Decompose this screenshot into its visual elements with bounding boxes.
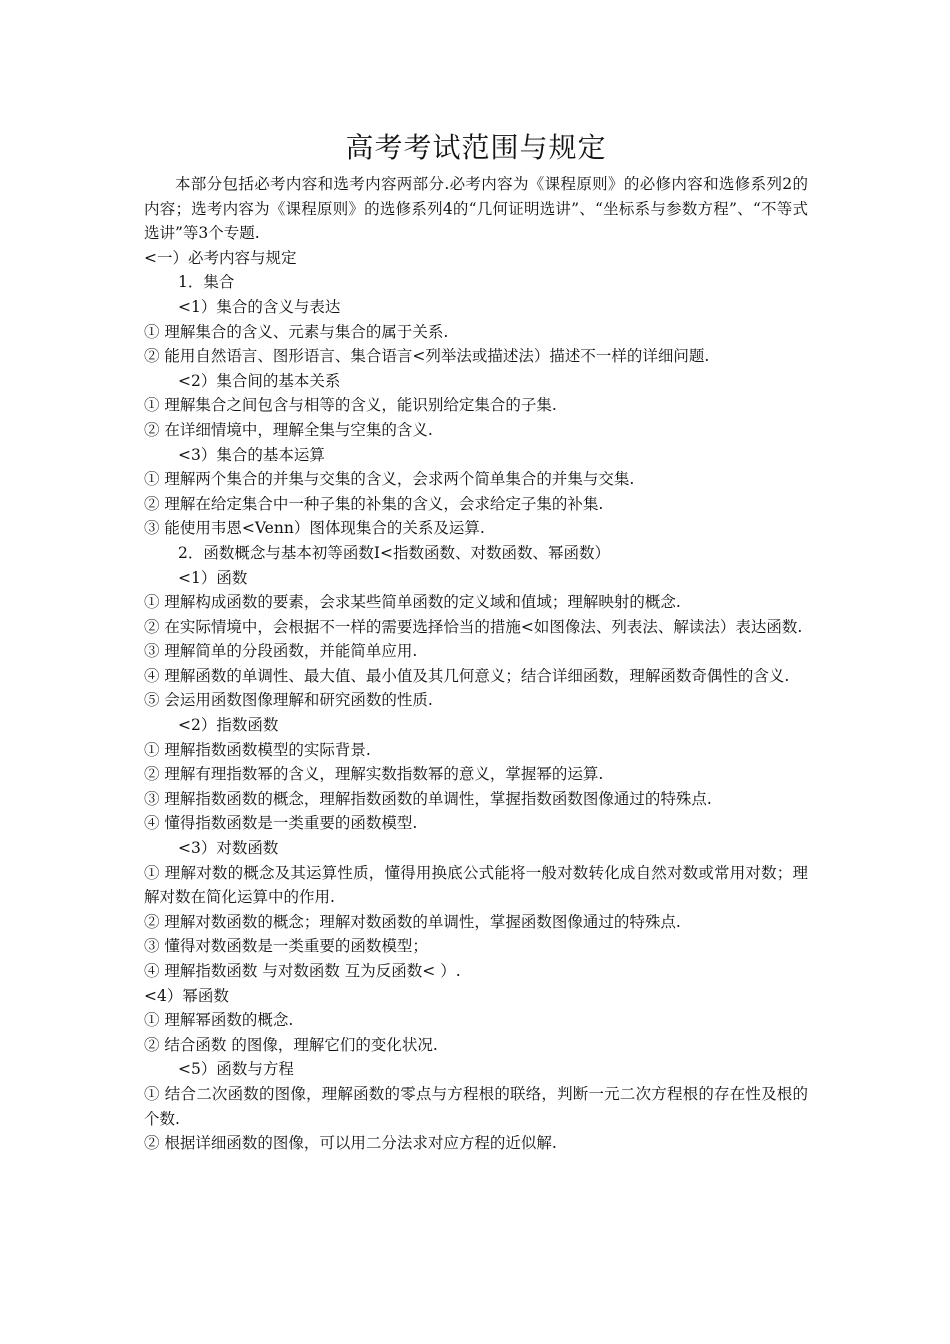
document-body	[144, 130, 808, 1156]
paragraph: ② 理解有理指数幂的含义，理解实数指数幂的意义，掌握幂的运算.	[144, 765, 604, 784]
paragraph: ① 理解幂函数的概念.	[144, 1011, 294, 1030]
paragraph: ③ 能使用韦恩<Venn）图体现集合的关系及运算.	[144, 519, 485, 538]
paragraph: ① 理解构成函数的要素，会求某些简单函数的定义域和值域；理解映射的概念.	[144, 593, 681, 612]
paragraph: ⑤ 会运用函数图像理解和研究函数的性质.	[144, 691, 433, 710]
paragraph: <一）必考内容与规定	[144, 248, 297, 267]
paragraph: ③ 理解简单的分段函数，并能简单应用.	[144, 642, 418, 661]
paragraph: ④ 理解函数的单调性、最大值、最小值及其几何意义；结合详细函数，理解函数奇偶性的含义.	[144, 666, 790, 685]
section-heading: 1．集合	[178, 273, 235, 292]
paragraph: ① 理解指数函数模型的实际背景.	[144, 740, 371, 759]
paragraph: ② 能用自然语言、图形语言、集合语言<列举法或描述法）描述不一样的详细问题.	[144, 347, 710, 366]
paragraph: ② 在实际情境中，会根据不一样的需要选择恰当的措施<如图像法、列表法、解读法）表达函数.	[144, 617, 803, 636]
paragraph: ② 结合函数 的图像，理解它们的变化状况.	[144, 1035, 438, 1054]
section-heading: <3）集合的基本运算	[178, 445, 325, 464]
paragraph-list	[144, 172, 808, 1156]
paragraph: ③ 懂得对数函数是一类重要的函数模型；	[144, 937, 428, 956]
paragraph: ② 在详细情境中，理解全集与空集的含义.	[144, 420, 433, 439]
section-heading: <1）函数	[178, 568, 248, 587]
paragraph: ① 结合二次函数的图像，理解函数的零点与方程根的联络，判断一元二次方程根的存在性及根的个数.	[144, 1084, 808, 1128]
paragraph: ③ 理解指数函数的概念，理解指数函数的单调性，掌握指数函数图像通过的特殊点.	[144, 789, 712, 808]
section-heading: <1）集合的含义与表达	[178, 297, 341, 316]
paragraph: <4）幂函数	[144, 986, 229, 1005]
paragraph: ① 理解集合之间包含与相等的含义，能识别给定集合的子集.	[144, 396, 557, 415]
section-heading: 2．函数概念与基本初等函数Ⅰ<指数函数、对数函数、幂函数）	[178, 543, 610, 562]
paragraph: ② 根据详细函数的图像，可以用二分法求对应方程的近似解.	[144, 1134, 557, 1153]
section-heading: <5）函数与方程	[178, 1060, 294, 1079]
paragraph: ② 理解对数函数的概念；理解对数函数的单调性，掌握函数图像通过的特殊点.	[144, 912, 681, 931]
paragraph: ④ 理解指数函数 与对数函数 互为反函数< ）.	[144, 962, 461, 980]
paragraph: ① 理解两个集合的并集与交集的含义，会求两个简单集合的并集与交集.	[144, 470, 635, 489]
document-title: 高考考试范围与规定	[345, 131, 607, 164]
paragraph: ④ 懂得指数函数是一类重要的函数模型.	[144, 814, 418, 833]
paragraph: 本部分包括必考内容和选考内容两部分.必考内容为《课程原则》的必修内容和选修系列2的内容；选考内容为《课程原则》的选修系列4的“几何证明选讲”、“坐标系与参数方程”、“不等式选讲”等3个专题.	[144, 175, 808, 243]
paragraph: ② 理解在给定集合中一种子集的补集的含义，会求给定子集的补集.	[144, 494, 604, 513]
section-heading: <2）指数函数	[178, 716, 279, 735]
paragraph: ① 理解集合的含义、元素与集合的属于关系.	[144, 322, 449, 341]
section-heading: <2）集合间的基本关系	[178, 371, 341, 390]
paragraph: ① 理解对数的概念及其运算性质，懂得用换底公式能将一般对数转化成自然对数或常用对数；理解对数在简化运算中的作用.	[144, 863, 808, 907]
section-heading: <3）对数函数	[178, 839, 279, 858]
